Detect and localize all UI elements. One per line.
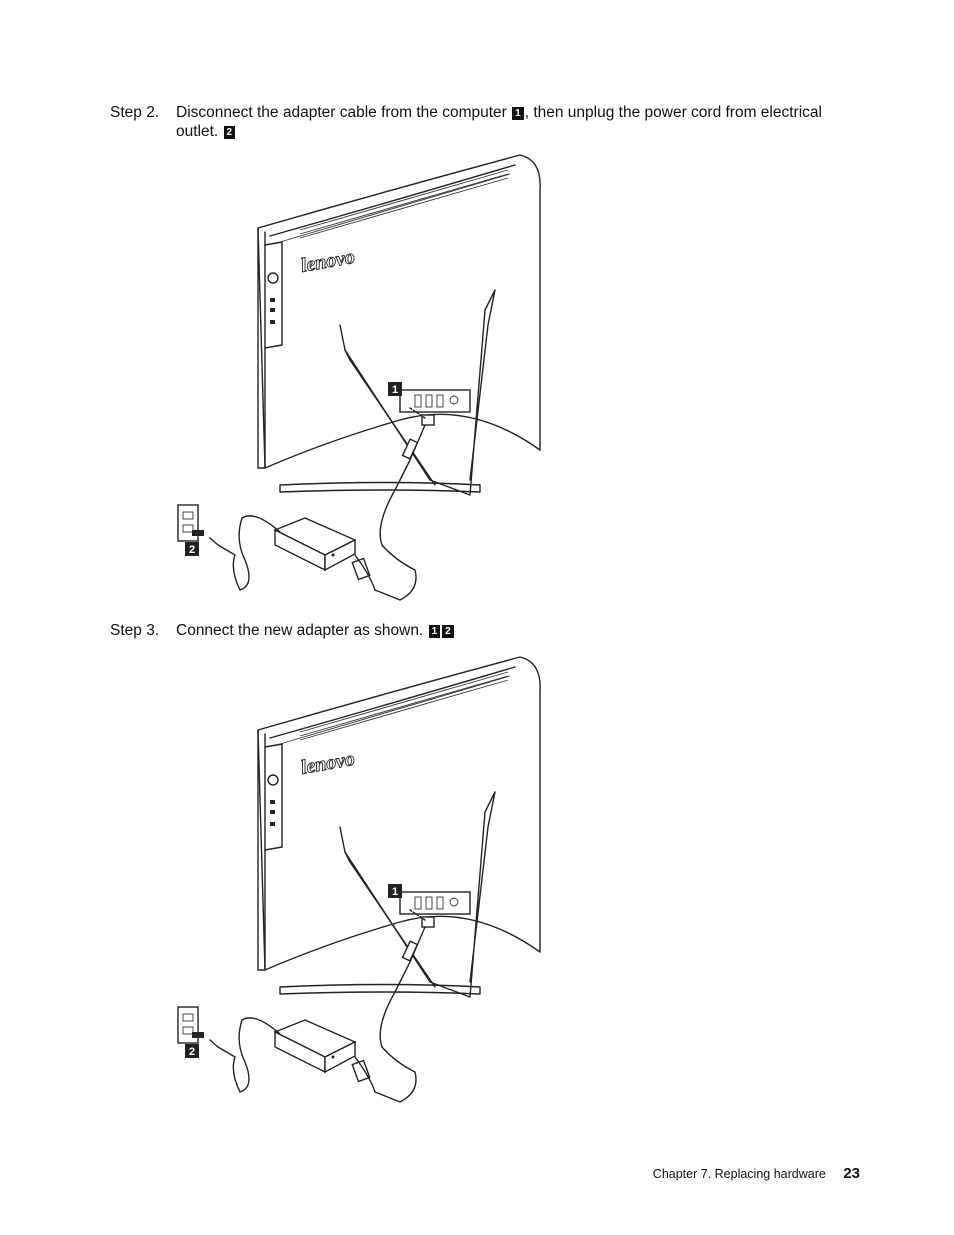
step-2-text-b: , then unplug the power cord from electrical outlet. — [176, 104, 822, 140]
step-3-text-main: Connect the new adapter as shown. — [176, 622, 424, 639]
wall-outlet-icon — [178, 505, 204, 541]
chapter-title: Chapter 7. Replacing hardware — [652, 1167, 826, 1181]
callout-2-label: 2 — [188, 1046, 196, 1058]
figure-connect-adapter — [170, 652, 560, 1112]
computer-rear-illustration — [170, 150, 560, 610]
callout-badge-2: 2 — [224, 126, 236, 139]
callout-badge-1: 1 — [512, 107, 524, 120]
step-2-text-a: Disconnect the adapter cable from the computer — [176, 104, 507, 121]
computer-rear-illustration — [170, 652, 560, 1112]
step-2-text — [176, 103, 856, 141]
lenovo-logo: lenovo — [299, 245, 357, 277]
callout-1-label: 1 — [391, 886, 399, 898]
power-adapter-icon — [275, 1020, 355, 1072]
callout-badge-1: 1 — [429, 625, 441, 638]
wall-outlet-icon — [178, 1007, 204, 1043]
step-2-number: Step 2. — [110, 104, 160, 121]
page-footer — [653, 1165, 860, 1182]
figure-disconnect-adapter — [170, 150, 560, 610]
callout-badge-2: 2 — [442, 625, 454, 638]
lenovo-logo: lenovo — [299, 747, 357, 779]
step-3-number: Step 3. — [110, 622, 160, 639]
callout-2-label: 2 — [188, 544, 196, 556]
callout-1-label: 1 — [391, 384, 399, 396]
power-adapter-icon — [275, 518, 355, 570]
page-number: 23 — [843, 1165, 860, 1182]
step-3-text — [176, 621, 856, 640]
